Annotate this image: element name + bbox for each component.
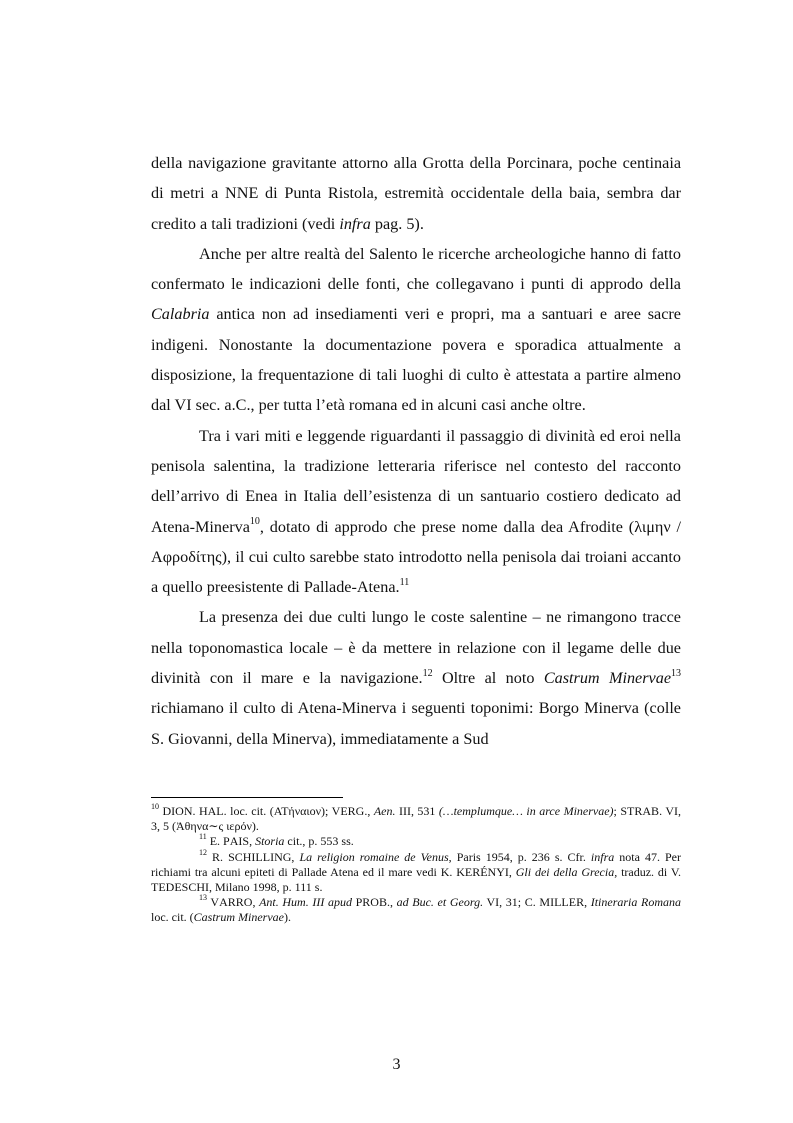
- footnote-10: $^{10}$ DION. HAL. loc. cit. (ΑΤήναιον); VERG., Aen. III, 531 (…templumque… in arce Minervae); STRAB. VI, 3, 5 (Ἀθηνα∼ς ιερόν).: [151, 802, 681, 834]
- footnote-11: $^{11}$ E. PAIS, Storia cit., p. 553 ss.: [199, 832, 354, 849]
- page-number: 3: [392, 1056, 401, 1073]
- footnote-12: $^{12}$ R. SCHILLING, La religion romaine de Venus, Paris 1954, p. 236 s. Cfr. infra nota 47. Per richiami tra alcuni epiteti di Pallade Atena ed il mare vedi K. KERÉNYI, Gli dei della Grecia, traduz. di V. TEDESCHI, Milano 1998, p. 111 s.: [151, 847, 682, 895]
- footnote-separator: [151, 797, 343, 798]
- footnote-ref-13[interactable]: 13: [671, 667, 682, 679]
- main-text: [151, 148, 681, 754]
- paragraph-4: La presenza dei due culti lungo le coste salentine – ne rimangono tracce nella toponomastica locale – è da mettere in relazione con il legame delle due divinità con il mare e la navigazione.$^{12}$ Oltre al noto Castrum Minervae$^{13}$ richiamano il culto di Atena-Minerva i seguenti toponimi: Borgo Minerva (colle S. Giovanni, della Minerva), immediatamente a Sud: [151, 608, 682, 748]
- paragraph-3: Tra i vari miti e leggende riguardanti il passaggio di divinità ed eroi nella penisola salentina, la tradizione letteraria riferisce nel contesto del racconto dell’arrivo di Enea in Italia dell’esistenza di un santuario costiero dedicato ad Atena-Minerva$^{10}$, dotato di approdo che prese nome dalla dea Afrodite (λιμην /Αφροδίτης), il cui culto sarebbe stato introdotto nella penisola dai troiani accanto a quello preesistente di Pallade-Atena.$^{11}$: [151, 426, 681, 597]
- footnote-13: $^{13}$ VARRO, Ant. Hum. III apud PROB., ad Buc. et Georg. VI, 31; C. MILLER, Itineraria Romana loc. cit. (Castrum Minervae).: [151, 893, 682, 925]
- footnote-ref-11[interactable]: 11: [399, 576, 410, 588]
- footnote-ref-10[interactable]: 10: [249, 516, 260, 528]
- footnote-ref-12[interactable]: 12: [422, 667, 433, 679]
- paragraph-2: Anche per altre realtà del Salento le ricerche archeologiche hanno di fatto confermato le indicazioni delle fonti, che collegavano i punti di approdo della Calabria antica non ad insediamenti veri e propri, ma a santuari e aree sacre indigeni. Nonostante la documentazione povera e sporadica attualmente a disposizione, la frequentazione di tali luoghi di culto è attestata a partire almeno dal VI sec. a.C., per tutta l’età romana ed in alcuni casi anche oltre.: [151, 244, 681, 415]
- paragraph-1: della navigazione gravitante attorno alla Grotta della Porcinara, poche centinaia di metri a NNE di Punta Ristola, estremità occidentale della baia, sembra dar credito a tali tradizioni (vedi infra pag. 5).: [151, 154, 681, 233]
- footnotes: [151, 804, 681, 926]
